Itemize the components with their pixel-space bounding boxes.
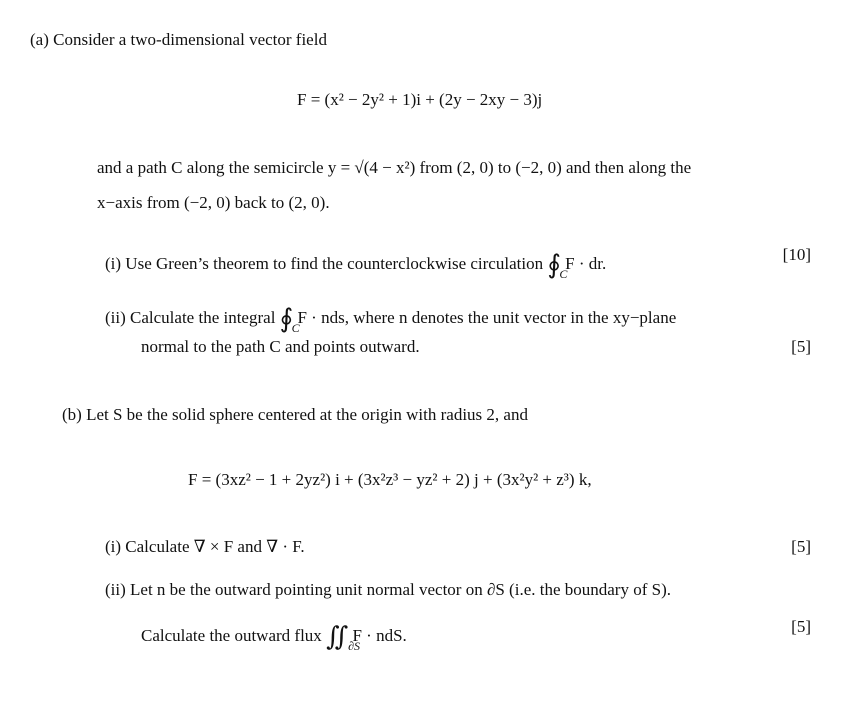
part-b-question-ii xyxy=(105,580,671,600)
b-ii-marks: [5] xyxy=(791,617,811,636)
a-ii-line2: normal to the path C and points outward. xyxy=(141,337,420,356)
part-b-label: (b) xyxy=(62,405,82,424)
part-b-question-i xyxy=(105,537,305,557)
part-b-equation: F = (3xz² − 1 + 2yz²) i + (3x²z³ − yz² + 2) j + (3x²y² + z³) k, xyxy=(188,470,592,489)
contour-integral-symbol: ∮ C xyxy=(547,250,568,281)
part-a-label: (a) xyxy=(30,30,49,49)
b-ii-label: (ii) xyxy=(105,580,126,599)
part-a-question-i xyxy=(105,245,607,281)
part-a-intro: Consider a two-dimensional vector field xyxy=(53,30,327,49)
a-ii-label: (ii) xyxy=(105,308,126,327)
contour-integral-symbol: ∮ C xyxy=(279,304,300,335)
a-i-integrand: F · dr. xyxy=(565,254,607,273)
a-i-label: (i) xyxy=(105,254,122,273)
a-i-text: Use Green’s theorem to find the counterclockwise circulation xyxy=(125,254,544,273)
part-a-path-line1: and a path C along the semicircle y = √(4 − x²) from (2, 0) to (−2, 0) and then along the xyxy=(97,158,692,177)
contour-subscript: C xyxy=(291,321,300,335)
a-ii-integrand: F · nds, where n denotes the unit vector in the xy−plane xyxy=(297,308,677,327)
a-i-marks: [10] xyxy=(782,245,811,264)
b-i-label: (i) xyxy=(105,537,122,556)
b-i-text: Calculate ∇ × F and ∇ · F. xyxy=(125,537,305,556)
b-i-marks: [5] xyxy=(791,537,811,556)
b-ii-line2: Calculate the outward flux xyxy=(141,626,322,645)
b-ii-text: Let n be the outward pointing unit normal vector on ∂S (i.e. the boundary of S). xyxy=(130,580,671,599)
part-a-equation: F = (x² − 2y² + 1)i + (2y − 2xy − 3)j xyxy=(297,90,543,109)
b-ii-line2-row xyxy=(141,617,407,653)
part-a-header xyxy=(30,30,327,50)
surface-integral-symbol: ∬ ∂S xyxy=(326,622,360,653)
part-a-path-line2: x−axis from (−2, 0) back to (2, 0). xyxy=(97,193,330,212)
part-b-intro: Let S be the solid sphere centered at the origin with radius 2, and xyxy=(86,405,528,424)
part-b-header xyxy=(62,405,528,425)
part-a-question-ii xyxy=(105,299,677,335)
a-ii-marks: [5] xyxy=(791,337,811,356)
surface-subscript: ∂S xyxy=(348,639,360,653)
contour-subscript: C xyxy=(559,267,568,281)
b-ii-integrand: F · ndS. xyxy=(352,626,407,645)
a-ii-text: Calculate the integral xyxy=(130,308,276,327)
